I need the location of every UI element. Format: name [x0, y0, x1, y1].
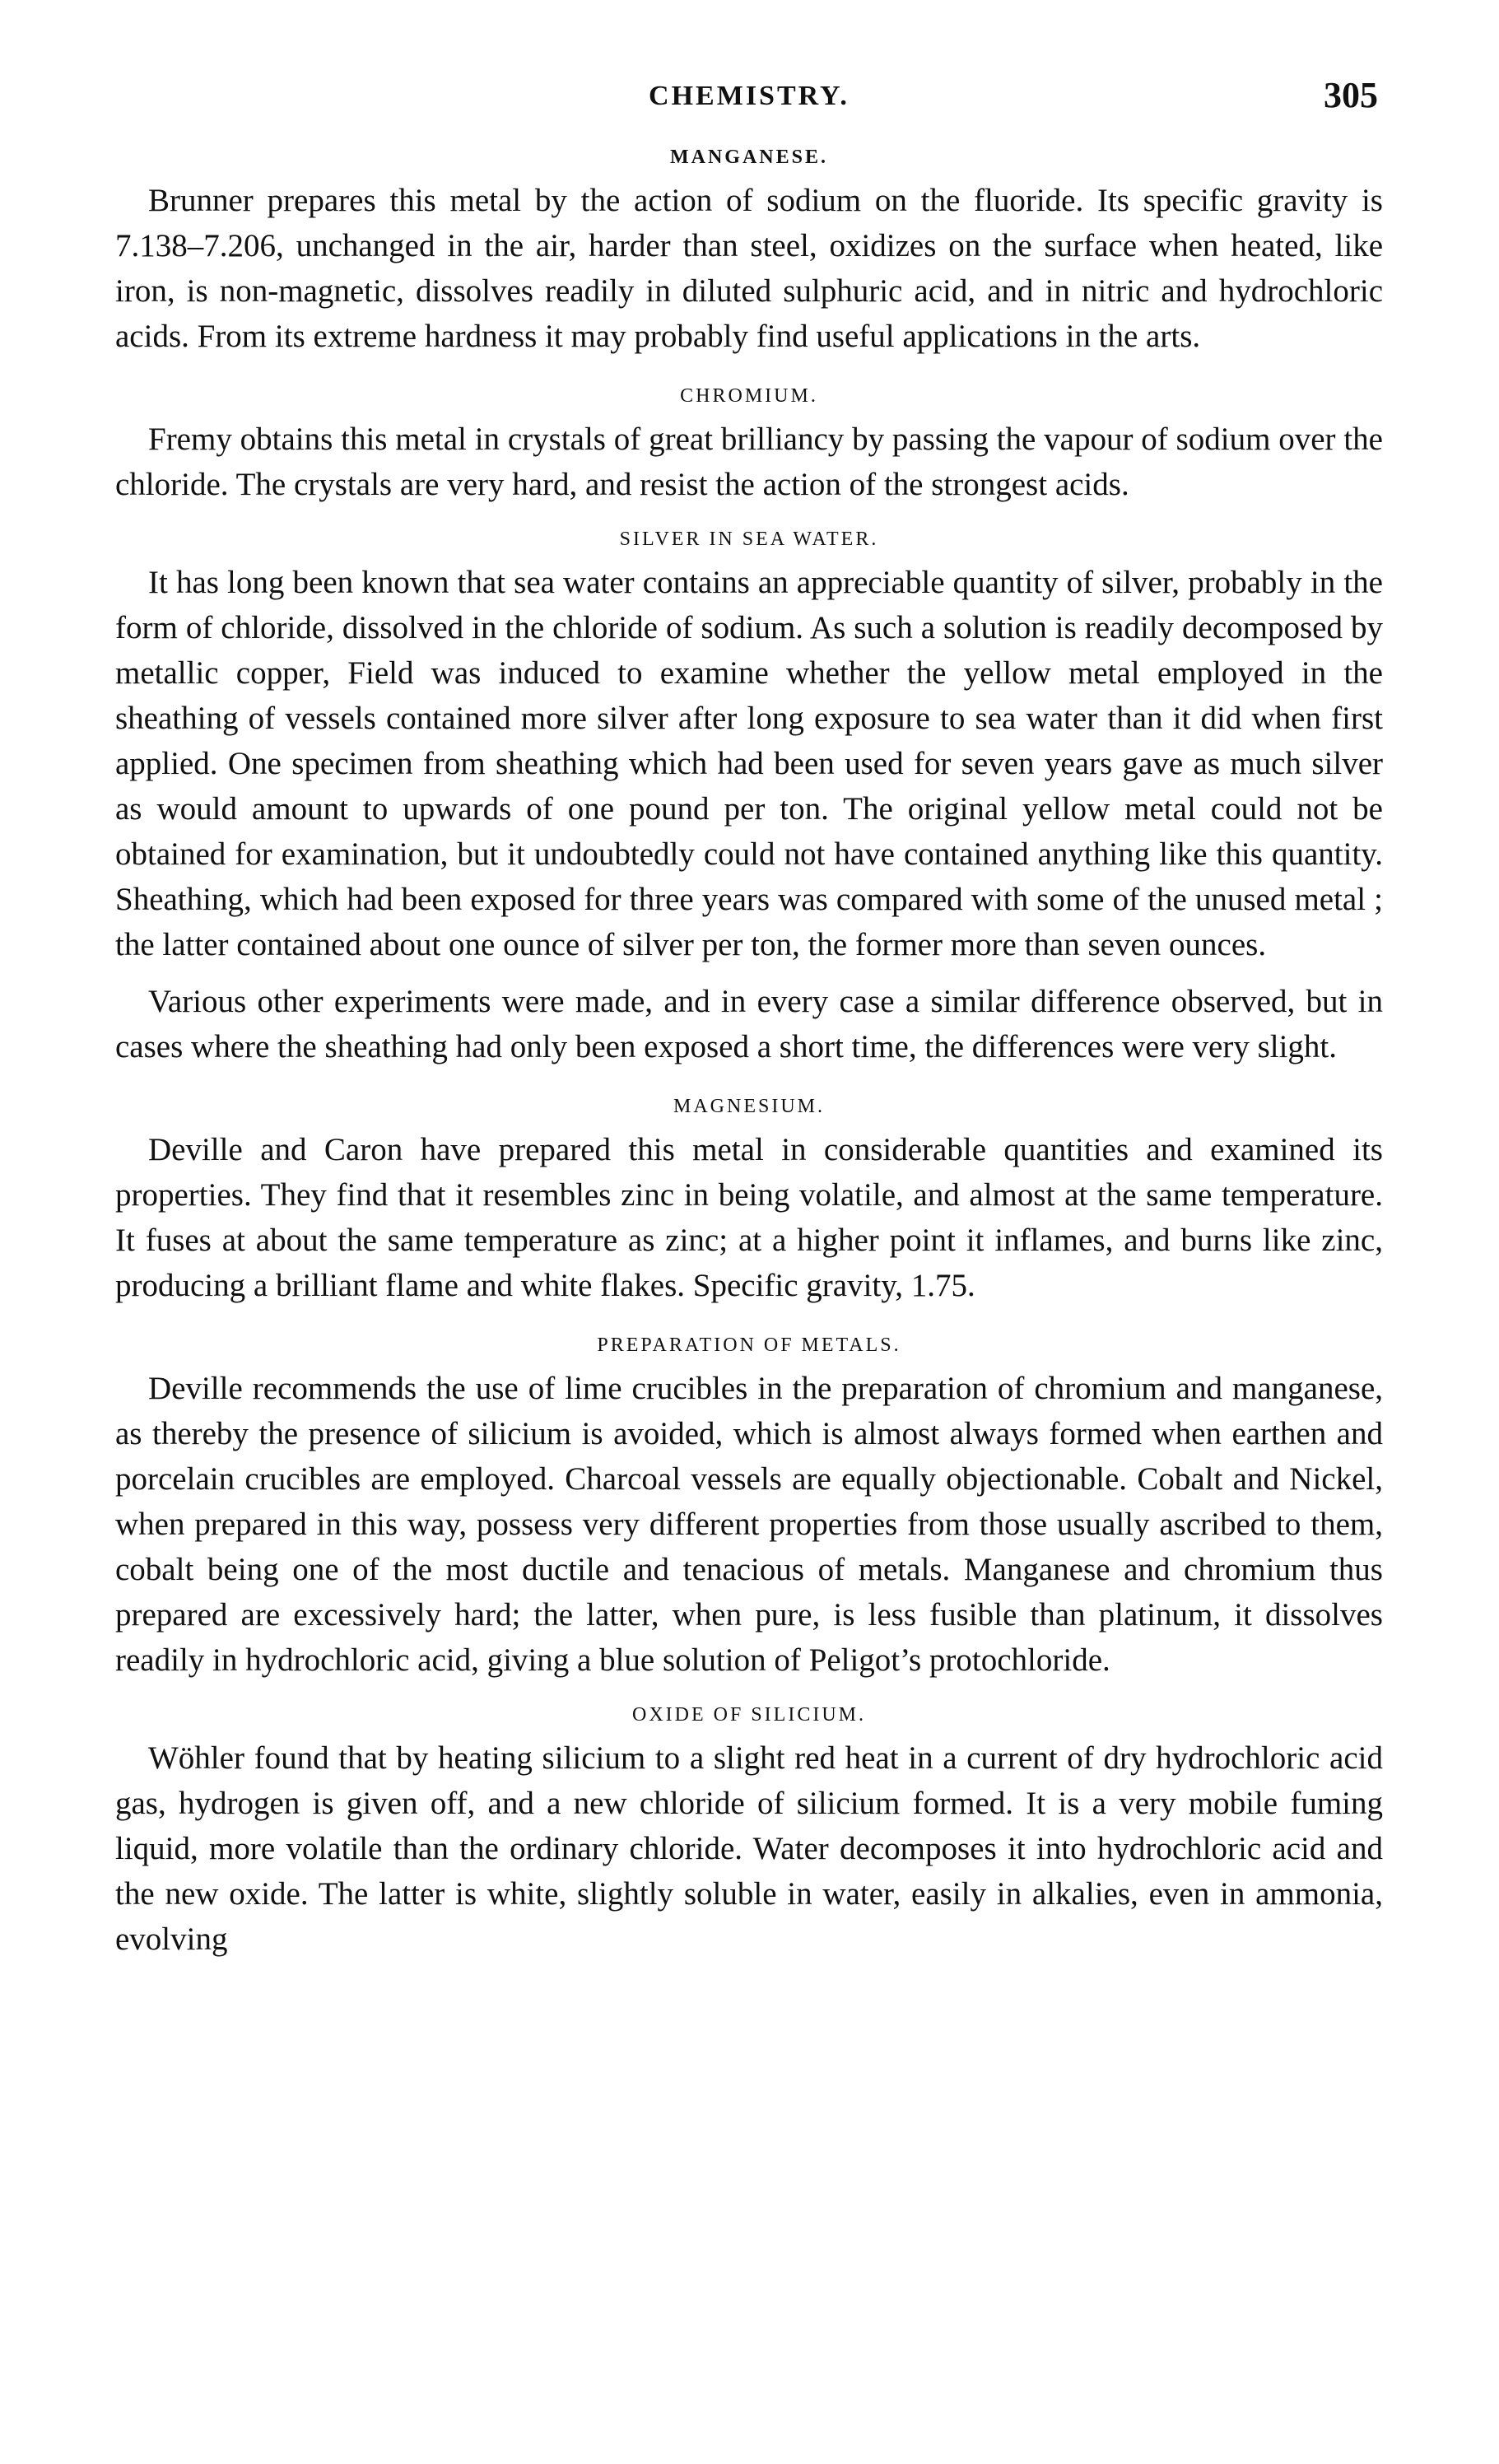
paragraph: Various other experiments were made, and in every case a similar difference observed, but in cases where the sheathing had only been exposed a short time, the differences were very slight.	[115, 984, 1383, 1064]
paragraph: Deville recommends the use of lime crucibles in the preparation of chromium and manganese, as thereby the presence of silicium is avoided, which is almost always formed when earthen and porcelain crucibles are employed. Charcoal vessels are equally objectionable. Cobalt and Nickel, when prepared in this way, possess very different properties from those usually ascribed to them, cobalt being one of the most ductile and tenacious of metals. Manganese and chromium thus prepared are excessively hard; the latter, when pure, is less fusible than platinum, it dissolves readily in hydrochloric acid, giving a blue solution of Peligot’s protochloride.	[115, 1371, 1383, 1678]
section-heading: MANGANESE.	[669, 147, 828, 168]
paragraph: Fremy obtains this metal in crystals of great brilliancy by passing the vapour of sodium over the chloride. The crystals are very hard, and resist the action of the strongest acids.	[115, 422, 1383, 502]
section-magnesium	[115, 1092, 1383, 1308]
paragraph: It has long been known that sea water contains an appreciable quantity of silver, probably in the form of chloride, dissolved in the chloride of sodium. As such a solution is readily decomposed by metallic copper, Field was induced to examine whether the yellow metal employed in the sheathing of vessels contained more silver after long exposure to sea water than it did when first applied. One specimen from sheathing which had been used for seven years gave as much silver as would amount to upwards of one pound per ton. The original yellow metal could not be obtained for examination, but it undoubtedly could not have contained anything like this quantity. Sheathing, which had been exposed for three years was compared with some of the unused metal ; the latter contained about one ounce of silver per ton, the former more than seven ounces.	[115, 565, 1383, 962]
paragraph: Wöhler found that by heating silicium to a slight red heat in a current of dry hydrochloric acid gas, hydrogen is given off, and a new chloride of silicium formed. It is a very mobile fuming liquid, more volatile than the ordinary chloride. Water decomposes it into hydrochloric acid and the new oxide. The latter is white, slightly soluble in water, easily in alkalies, even in ammonia, evolving	[115, 1740, 1383, 1957]
book-page	[115, 74, 1383, 1962]
section-heading: MAGNESIUM.	[673, 1096, 825, 1117]
section-manganese	[115, 143, 1383, 359]
running-header	[115, 74, 1383, 132]
section-silver-in-sea-water	[115, 525, 1383, 1069]
section-heading: PREPARATION OF METALS.	[597, 1334, 901, 1356]
section-heading: OXIDE OF SILICIUM.	[632, 1704, 866, 1726]
paragraph: Brunner prepares this metal by the action of sodium on the fluoride. Its specific gravity is 7.138–7.206, unchanged in the air, harder than steel, oxidizes on the surface when heated, like iron, is non-magnetic, dissolves readily in diluted sulphuric acid, and in nitric and hydrochloric acids. From its extreme hardness it may probably find useful applications in the arts.	[115, 183, 1383, 354]
section-oxide-of-silicium	[115, 1701, 1383, 1962]
section-chromium	[115, 382, 1383, 507]
page-number: 305	[1324, 75, 1378, 115]
section-heading: SILVER IN SEA WATER.	[619, 529, 879, 550]
section-heading: CHROMIUM.	[680, 385, 818, 407]
paragraph: Deville and Caron have prepared this metal in considerable quantities and examined its properties. They find that it resembles zinc in being volatile, and almost at the same temperature. It fuses at about the same temperature as zinc; at a higher point it inflames, and burns like zinc, producing a brilliant flame and white flakes. Specific gravity, 1.75.	[115, 1132, 1383, 1303]
running-title: CHEMISTRY.	[649, 81, 850, 111]
section-preparation-of-metals	[115, 1331, 1383, 1683]
